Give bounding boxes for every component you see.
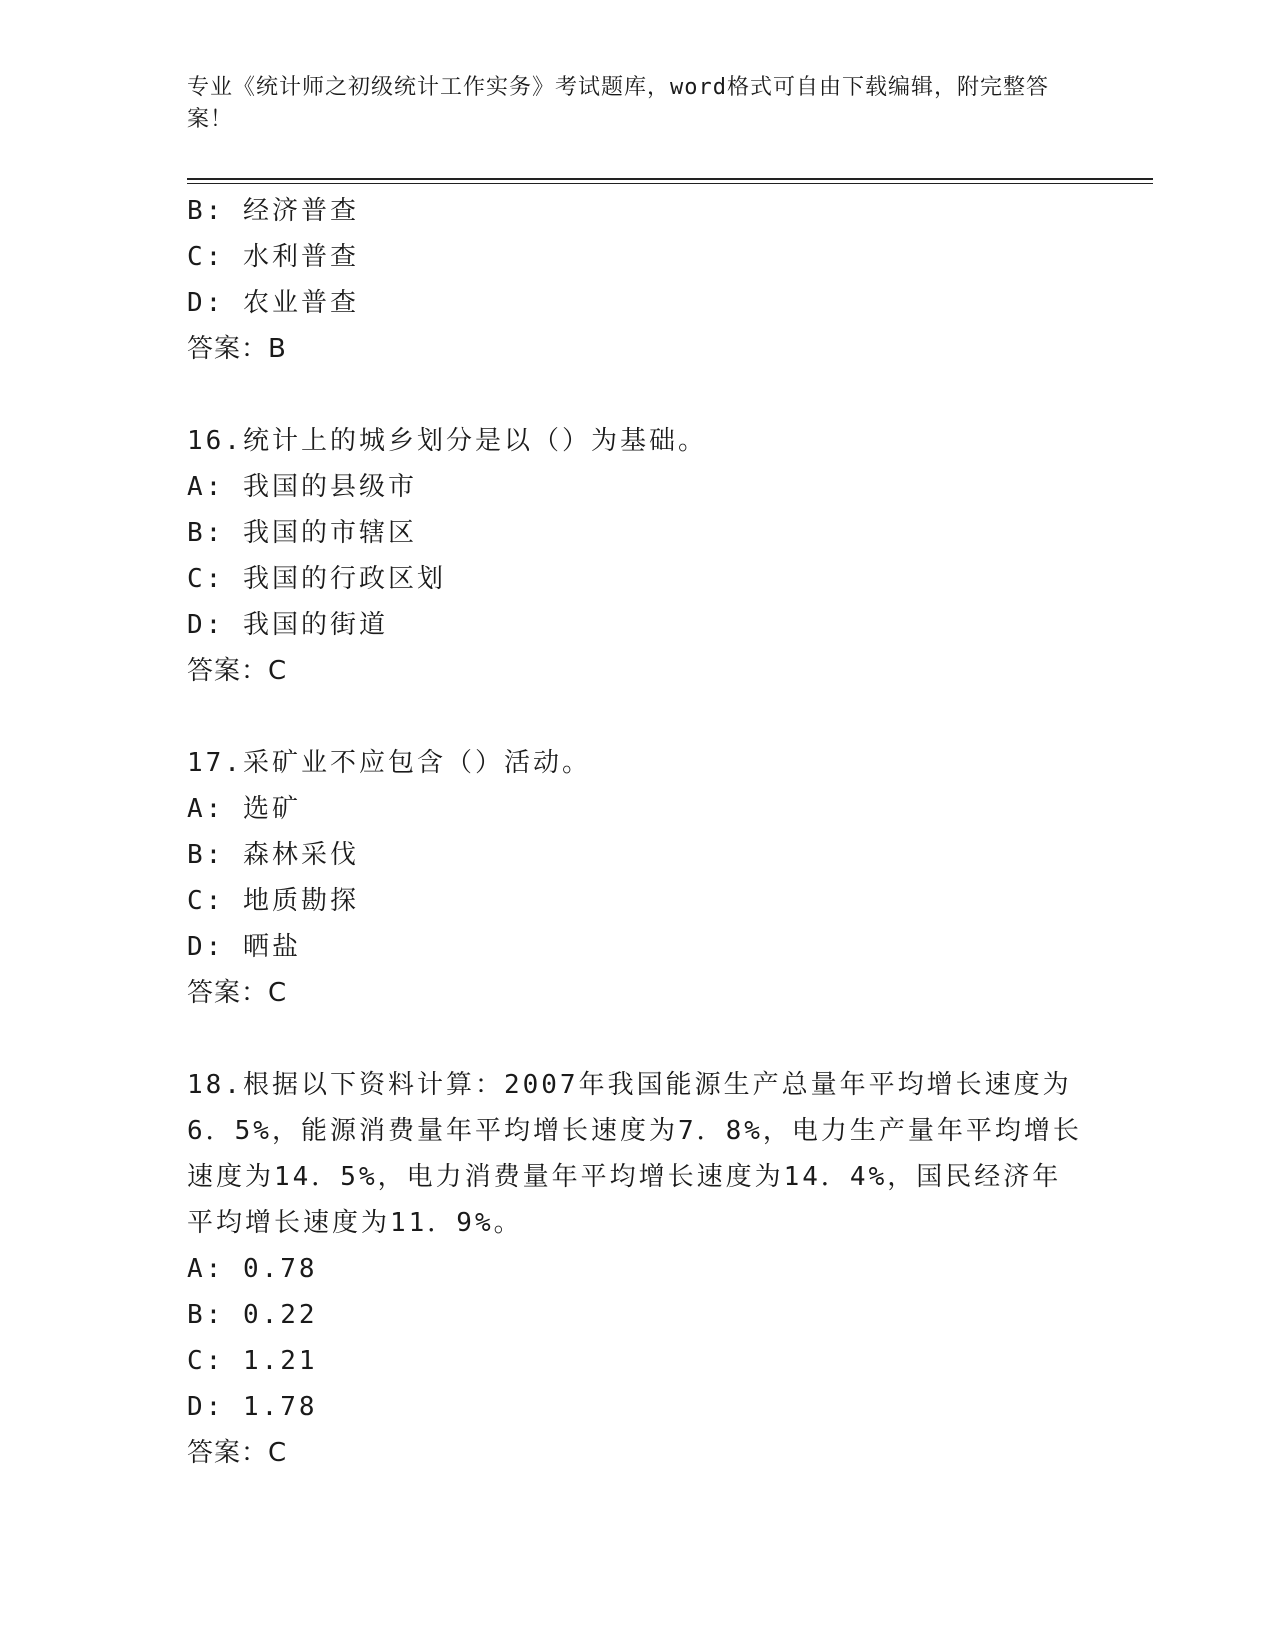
option-d: D: 晒盐 [187, 932, 301, 962]
option-b: B: 经济普查 [187, 196, 359, 226]
answer-line: 答案：B [187, 334, 287, 364]
answer-line: 答案：C [187, 978, 288, 1008]
option-c: C: 我国的行政区划 [187, 564, 446, 594]
question-17 [187, 740, 1087, 1016]
option-a: A: 选矿 [187, 794, 301, 824]
option-c: C: 1.21 [187, 1346, 318, 1376]
header-rule-thick [187, 178, 1153, 180]
question-18 [187, 1062, 1087, 1476]
question-text: 18.根据以下资料计算：2007年我国能源生产总量年平均增长速度为6．5%，能源消费量年平均增长速度为7．8%，电力生产量年平均增长速度为14．5%，电力消费量年平均增长速度为14．4%，国民经济年平均增长速度为11．9%。 [187, 1070, 1082, 1238]
header-rule-thin [187, 183, 1153, 184]
question-list [187, 188, 1087, 1476]
answer-line: 答案：C [187, 656, 288, 686]
option-b: B: 我国的市辖区 [187, 518, 417, 548]
option-a: A: 我国的县级市 [187, 472, 417, 502]
option-b: B: 森林采伐 [187, 840, 359, 870]
option-d: D: 我国的街道 [187, 610, 388, 640]
spacer [187, 372, 1087, 418]
option-c: C: 地质勘探 [187, 886, 359, 916]
question-text: 17.采矿业不应包含（）活动。 [187, 748, 591, 778]
document-header: 专业《统计师之初级统计工作实务》考试题库，word格式可自由下载编辑，附完整答案！ [187, 75, 1049, 132]
question-15 [187, 188, 1087, 372]
spacer [187, 1016, 1087, 1062]
option-d: D: 农业普查 [187, 288, 359, 318]
answer-line: 答案：C [187, 1438, 288, 1468]
option-b: B: 0.22 [187, 1300, 318, 1330]
question-16 [187, 418, 1087, 694]
option-c: C: 水利普查 [187, 242, 359, 272]
option-a: A: 0.78 [187, 1254, 318, 1284]
question-text: 16.统计上的城乡划分是以（）为基础。 [187, 426, 707, 456]
option-d: D: 1.78 [187, 1392, 318, 1422]
spacer [187, 694, 1087, 740]
